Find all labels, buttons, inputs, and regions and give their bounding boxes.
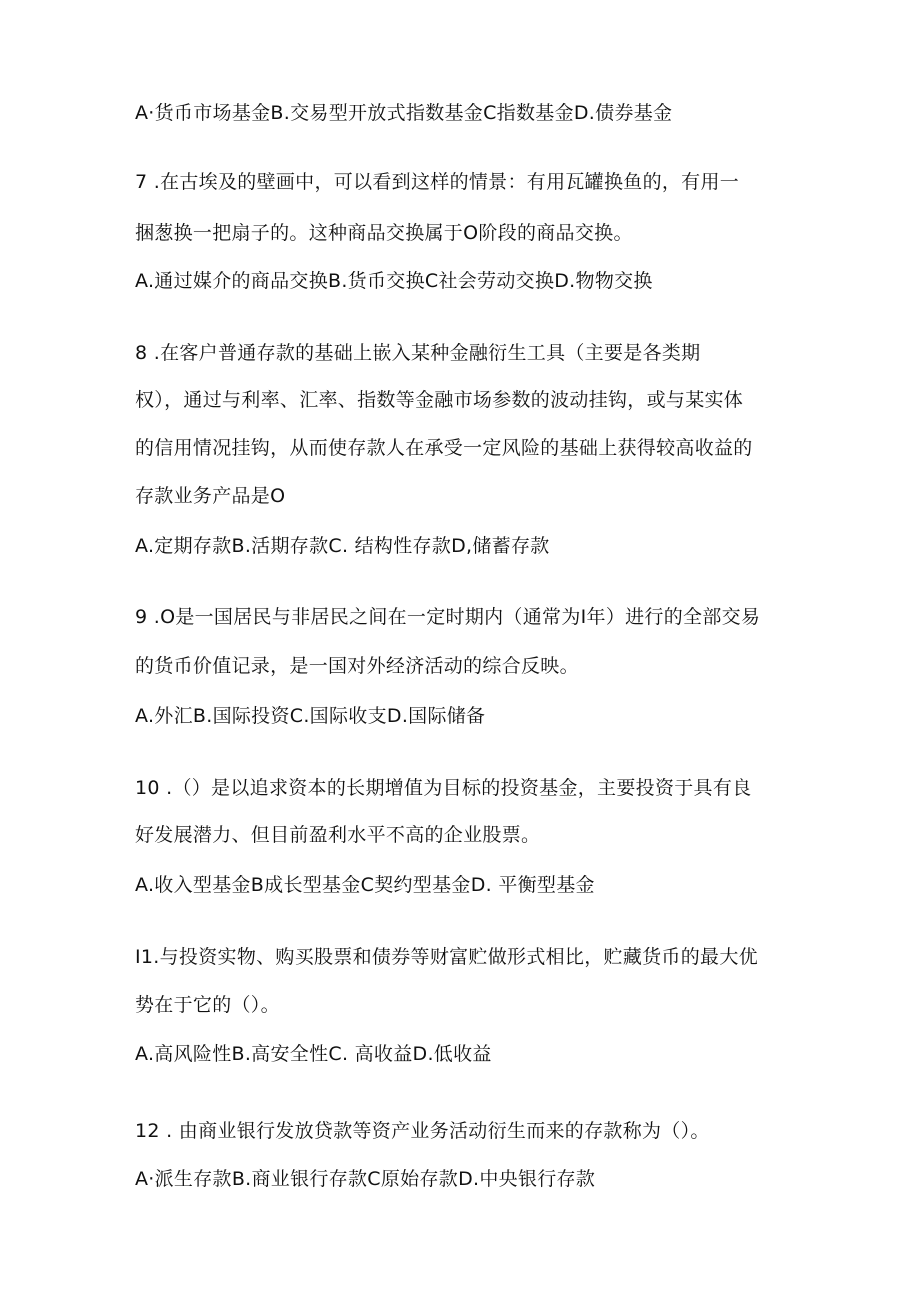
q8-stem-line-3: 的信用情况挂钩，从而使存款人在承受一定风险的基础上获得较高收益的 bbox=[135, 437, 753, 459]
q7-stem-line-1: 7 .在古埃及的壁画中，可以看到这样的情景：有用瓦罐换鱼的，有用一 bbox=[135, 171, 740, 193]
q7-options: A.通过媒介的商品交换B.货币交换C社会劳动交换D.物物交换 bbox=[135, 270, 653, 292]
q10-stem-line-1: 10 .（）是以追求资本的长期增值为目标的投资基金，主要投资于具有良 bbox=[135, 777, 752, 799]
q9-stem-line-1: 9 .O是一国居民与非居民之间在一定时期内（通常为I年）进行的全部交易 bbox=[135, 606, 761, 628]
q12-stem-line-1: 12 . 由商业银行发放贷款等资产业务活动衍生而来的存款称为（）。 bbox=[135, 1120, 710, 1142]
q7-stem-line-2: 捆葱换一把扇子的。这种商品交换属于O阶段的商品交换。 bbox=[135, 222, 633, 244]
q6-options: A·货币市场基金B.交易型开放式指数基金C指数基金D.债券基金 bbox=[135, 102, 673, 124]
q9-options: A.外汇B.国际投资C.国际收支D.国际储备 bbox=[135, 705, 486, 727]
q10-options: A.收入型基金B成长型基金C契约型基金D. 平衡型基金 bbox=[135, 874, 595, 896]
q11-stem-line-2: 势在于它的（）。 bbox=[135, 994, 280, 1016]
q8-options: A.定期存款B.活期存款C. 结构性存款D,储蓄存款 bbox=[135, 535, 550, 557]
q8-stem-line-4: 存款业务产品是O bbox=[135, 485, 286, 507]
q10-stem-line-2: 好发展潜力、但目前盈利水平不高的企业股票。 bbox=[135, 824, 541, 846]
q9-stem-line-2: 的货币价值记录，是一国对外经济活动的综合反映。 bbox=[135, 655, 579, 677]
q8-stem-line-2: 权），通过与利率、汇率、指数等金融市场参数的波动挂钩，或与某实体 bbox=[135, 389, 744, 411]
q11-stem-line-1: I1.与投资实物、购买股票和债券等财富贮做形式相比，贮藏货币的最大优 bbox=[135, 946, 758, 968]
q12-options: A·派生存款B.商业银行存款C原始存款D.中央银行存款 bbox=[135, 1168, 596, 1190]
q11-options: A.高风险性B.高安全性C. 高收益D.低收益 bbox=[135, 1043, 492, 1065]
q8-stem-line-1: 8 .在客户普通存款的基础上嵌入某种金融衍生工具（主要是各类期 bbox=[135, 342, 701, 364]
